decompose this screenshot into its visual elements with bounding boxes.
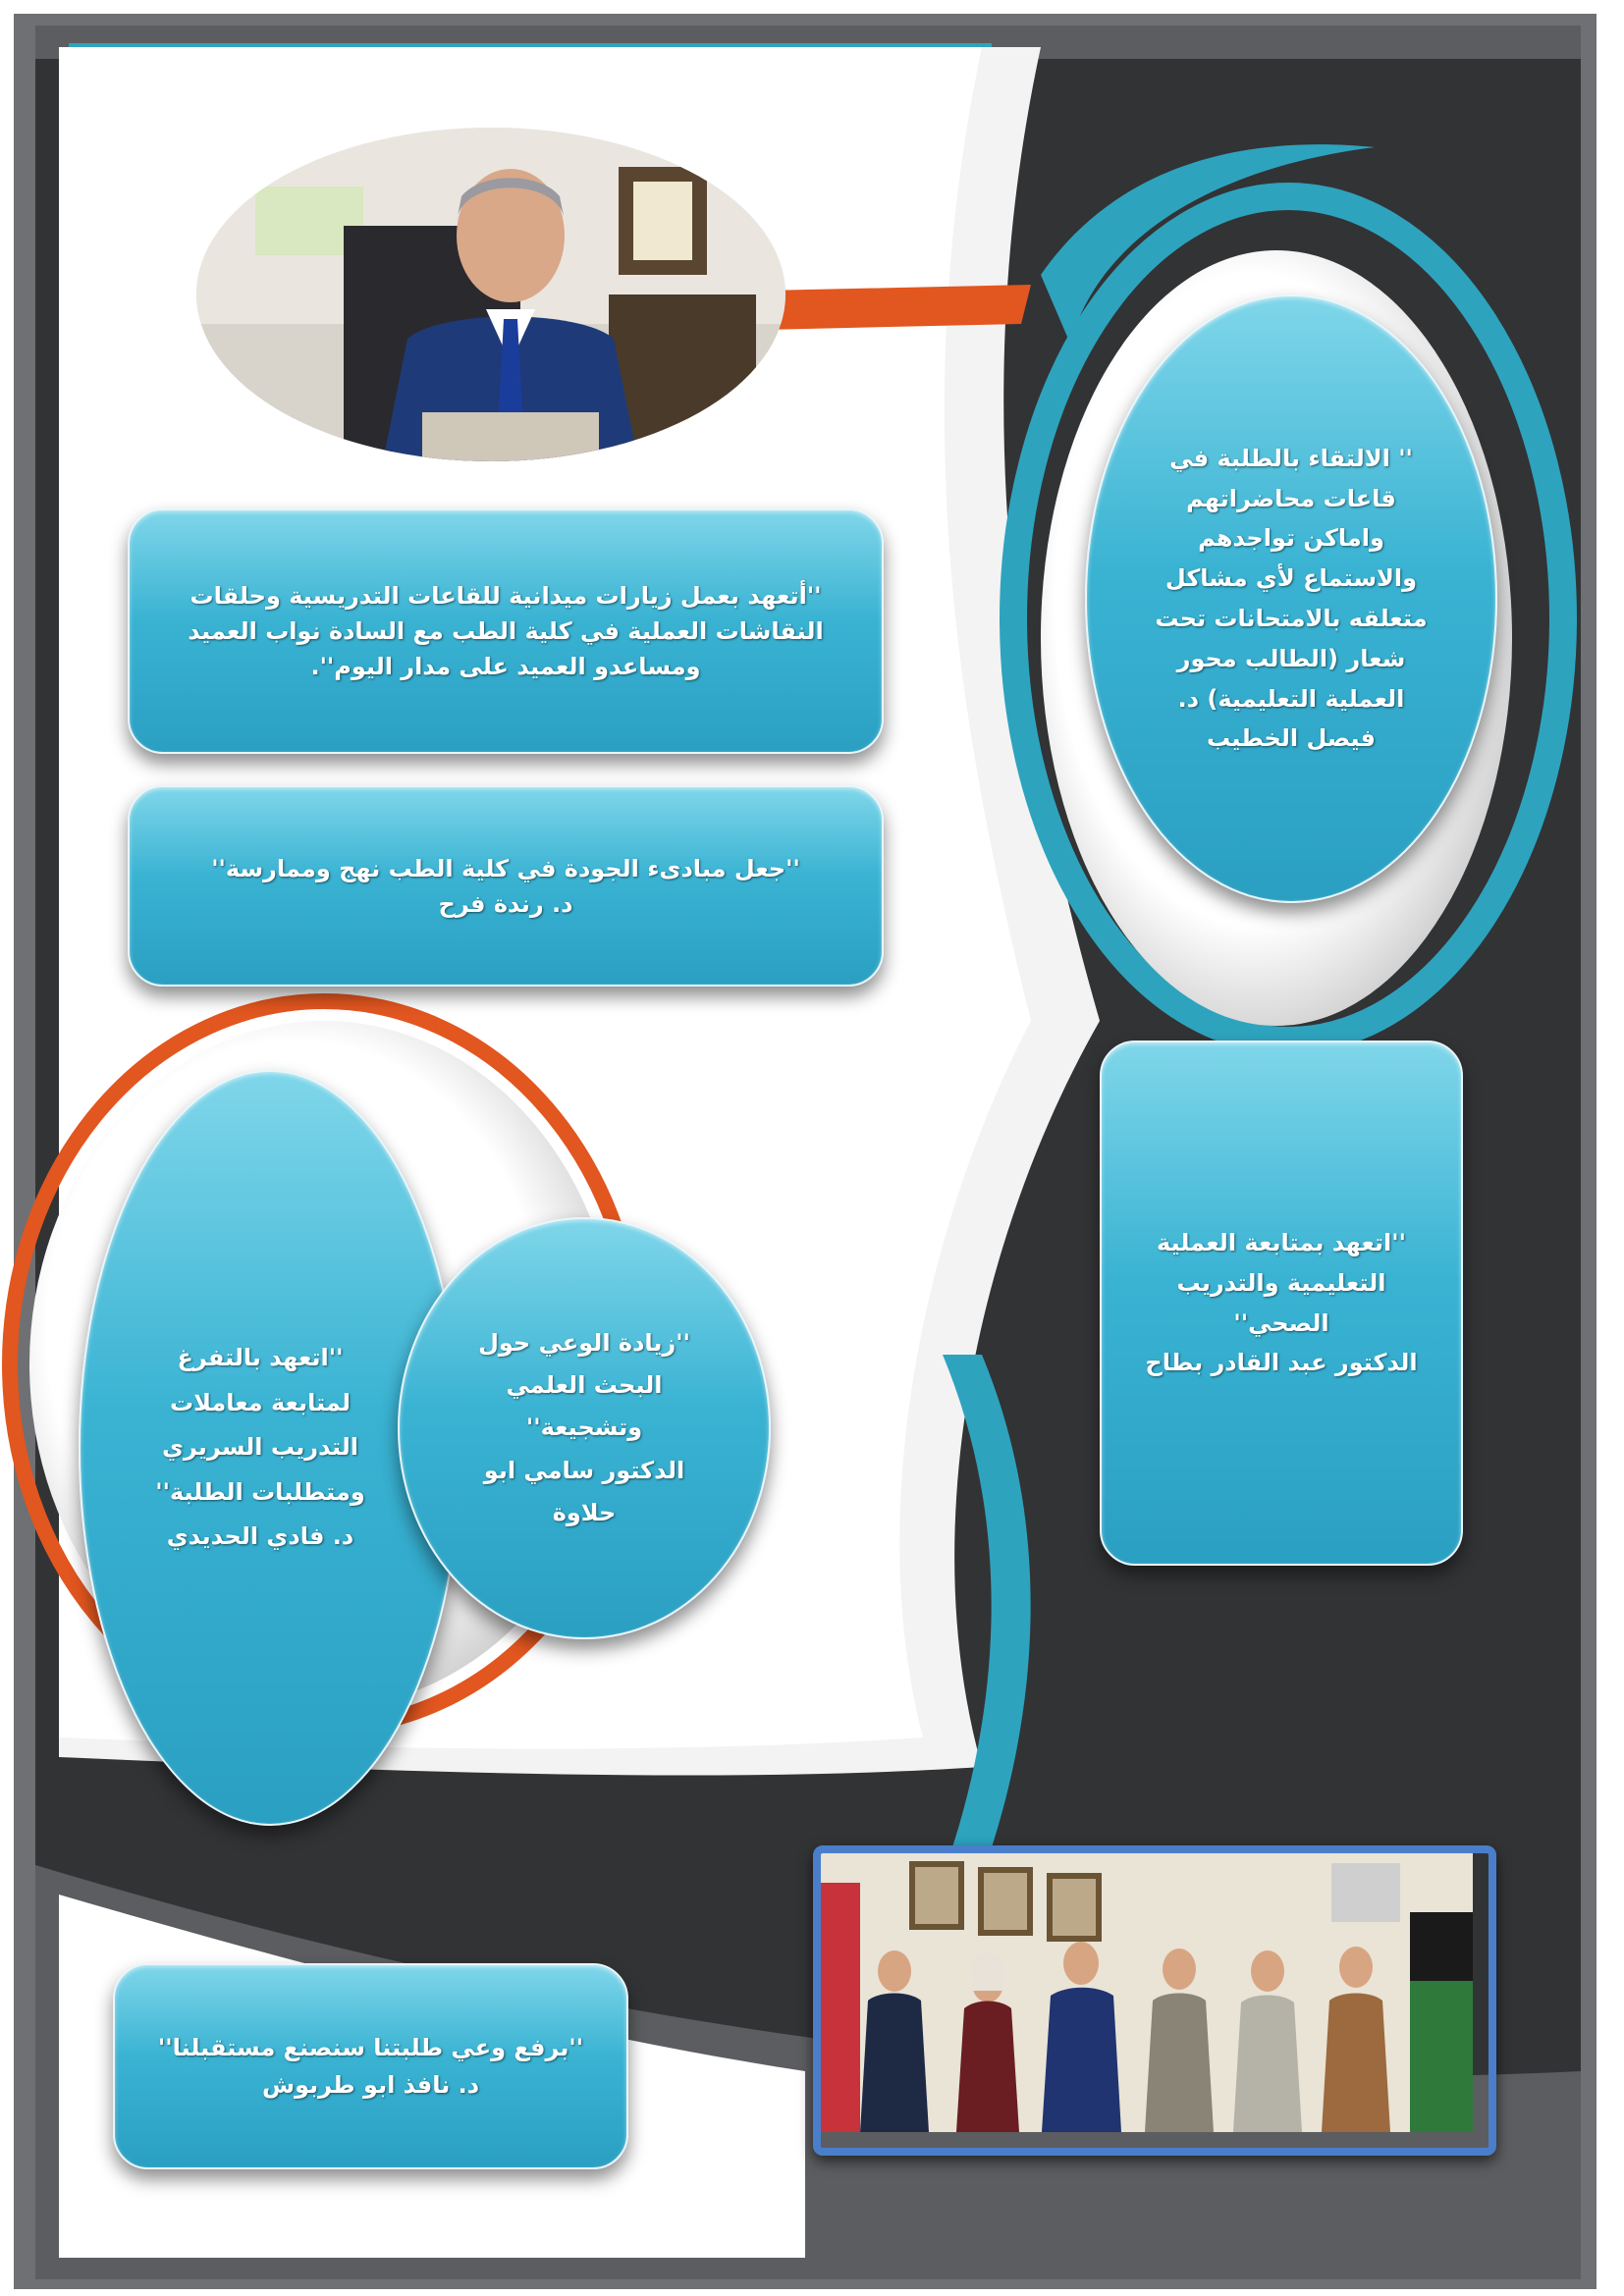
quote-author: د. نافذ ابو طربوش	[261, 2071, 480, 2099]
quote-text: ''جعل مبادىء الجودة في كلية الطب نهج وممارسة''	[211, 854, 800, 882]
quote-text: ''برفع وعي طلبتنا سنصنع مستقبلنا''	[157, 2033, 584, 2061]
quote-box-future	[113, 1963, 628, 2169]
dean-portrait-photo	[196, 128, 785, 461]
quote-box-field-visits	[128, 508, 884, 754]
quote-author: د. فادي الحديدي	[166, 1522, 354, 1551]
group-photo	[813, 1845, 1496, 2156]
quote-box-quality	[128, 785, 884, 987]
quote-author: الدكتور عبد القادر بطاح	[1145, 1349, 1418, 1377]
quote-author: د. رندة فرح	[438, 889, 573, 918]
quote-text: ''اتعهد بالتفرغ لمتابعة معاملات التدريب السريري ومتطلبات الطلبة''	[155, 1344, 365, 1506]
quote-oval-lecture-halls	[1085, 294, 1497, 903]
quote-text: ''أتعهد بعمل زيارات ميدانية للقاعات التدريسية وحلقات النقاشات العملية في كلية الطب مع السادة نواب العميد ومساعدو العميد على مدار اليوم''.	[188, 582, 824, 680]
quote-box-training	[1100, 1041, 1463, 1566]
quote-author: الدكتور سامي ابو حلاوة	[483, 1456, 685, 1526]
quote-oval-research	[398, 1217, 771, 1639]
quote-text: ''اتعهد بمتابعة العملية التعليمية والتدريب الصحي''	[1157, 1228, 1406, 1337]
quote-text: '' الالتقاء بالطلبة في قاعات محاضراتهم واماكن تواجدهم والاستماع لأي مشاكل متعلقه بالامتحانات تحت شعار (الطالب محور العملية التعليمية) د. فيصل الخطيب	[1155, 444, 1428, 753]
quote-text: ''زيادة الوعي حول البحث العلمي وتشجيعة''	[478, 1329, 690, 1442]
